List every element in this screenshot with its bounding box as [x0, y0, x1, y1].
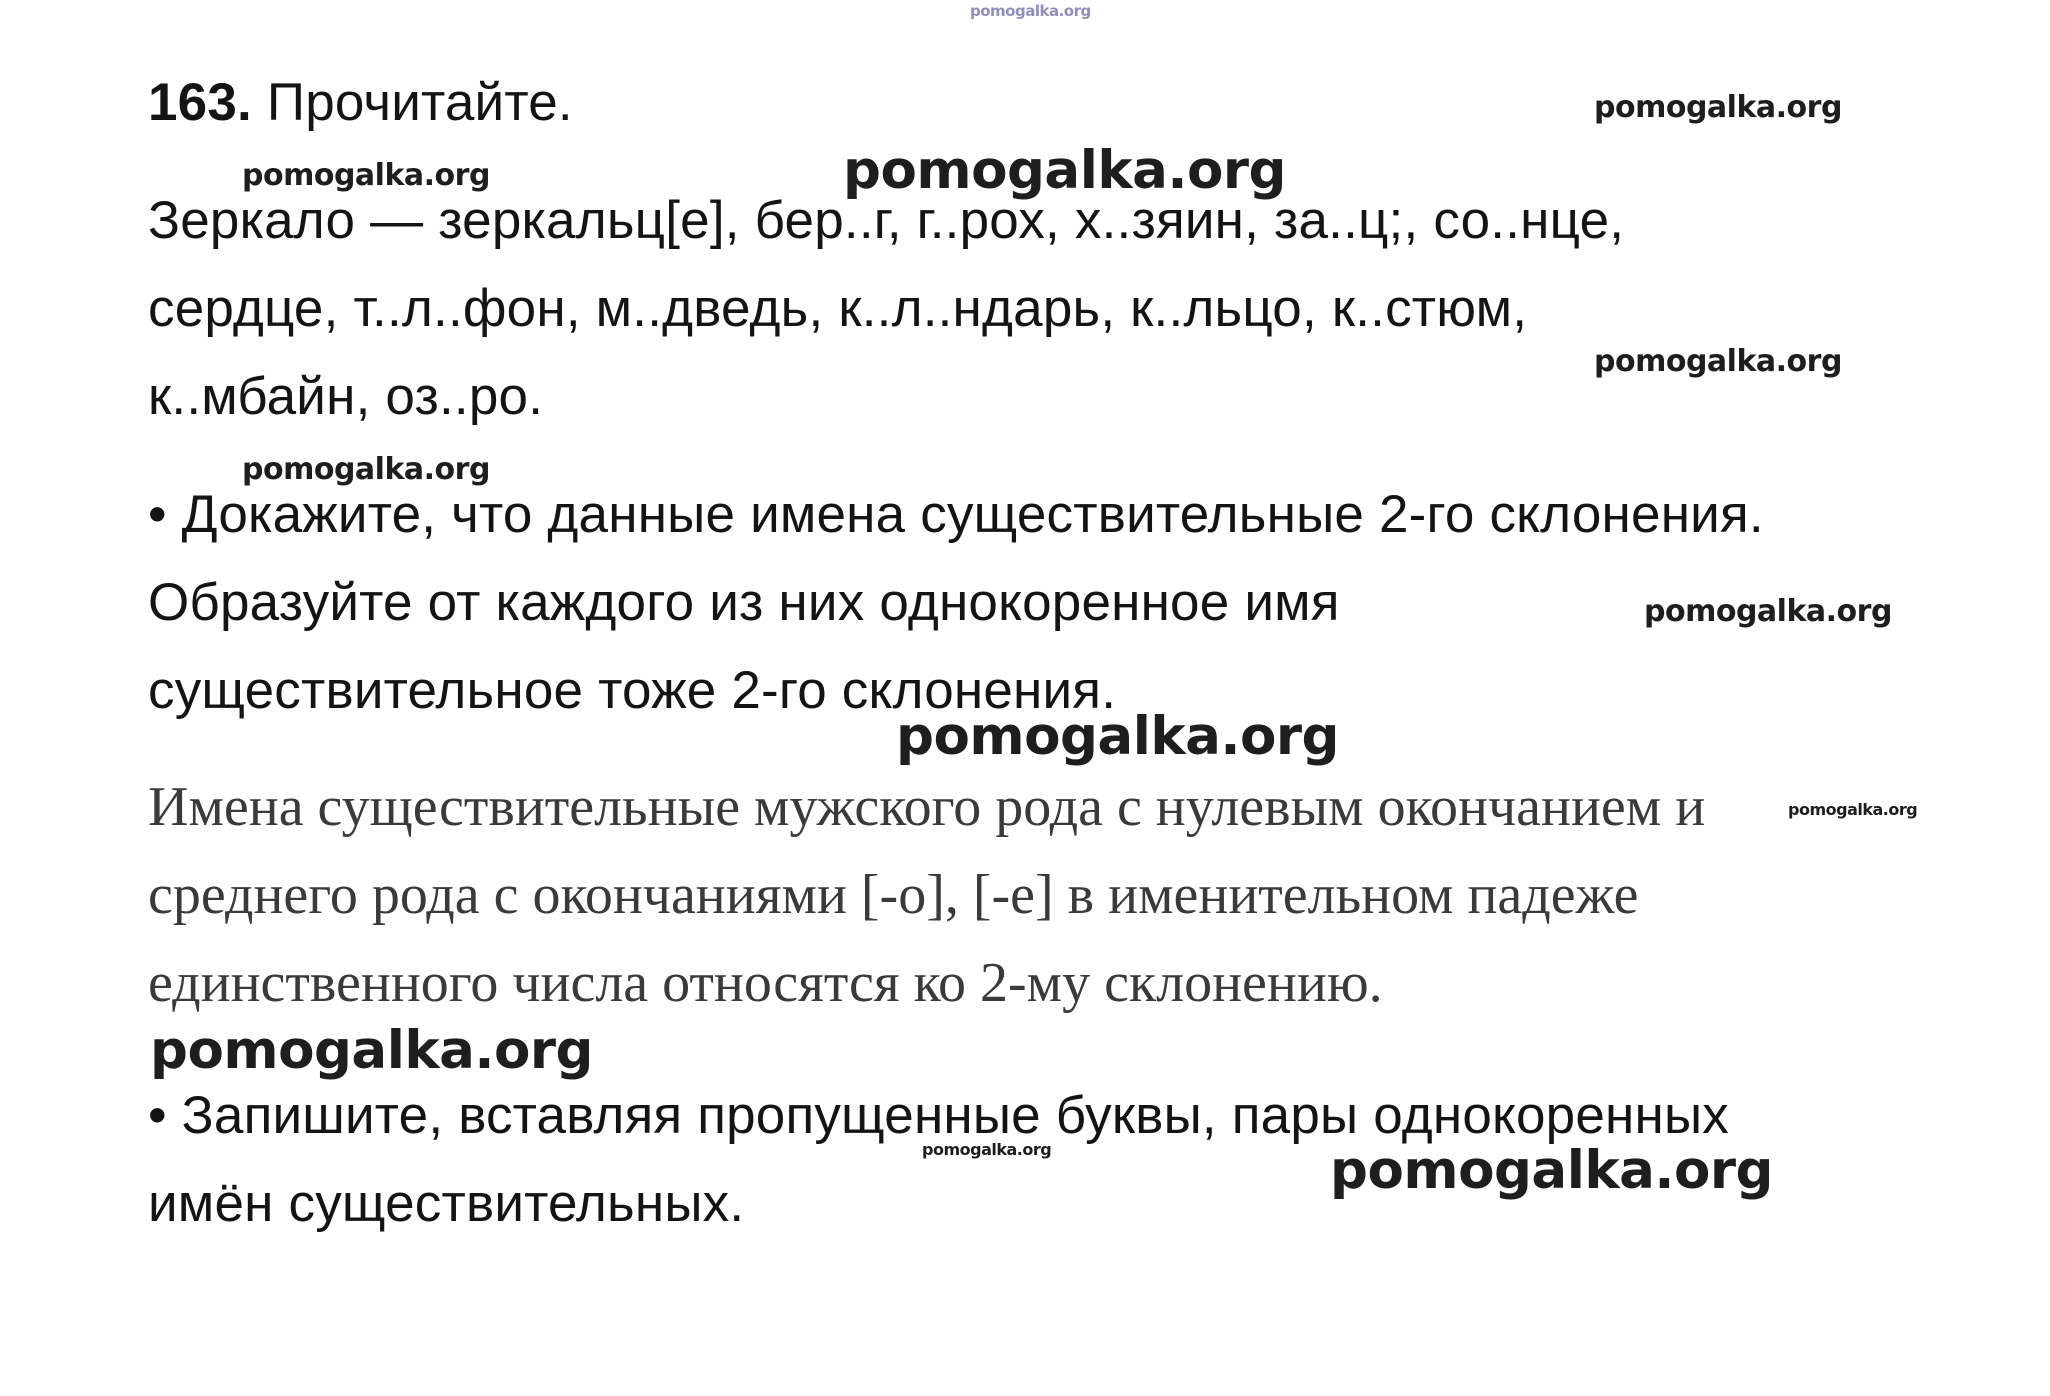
- word-list-line-1: Зеркало — зеркальц[е], бер..г, г..рох, х..зяин, за..ц;, со..нце,: [148, 191, 1625, 250]
- instruction-1-line-2: Образуйте от каждого из них однокоренное имя: [148, 573, 1340, 632]
- task-heading: [148, 72, 573, 133]
- word-list-line-2: сердце, т..л..фон, м..дведь, к..л..ндарь, к..льцо, к..стюм,: [148, 279, 1528, 338]
- task-title: Прочитайте.: [266, 73, 573, 132]
- watermark: pomogalka.org: [1788, 800, 1918, 819]
- watermark: pomogalka.org: [922, 1140, 1052, 1159]
- instruction-1-line-1: • Докажите, что данные имена существительные 2-го склонения.: [148, 485, 1764, 544]
- watermark: pomogalka.org: [1594, 344, 1842, 379]
- watermark: pomogalka.org: [150, 1020, 593, 1081]
- task-number: 163.: [148, 73, 252, 132]
- watermark: pomogalka.org: [843, 140, 1286, 201]
- watermark: pomogalka.org: [1594, 90, 1842, 125]
- answer-line-2: среднего рода с окончаниями [-о], [-е] в именительном падеже: [148, 864, 1639, 926]
- watermark: pomogalka.org: [1330, 1140, 1773, 1201]
- watermark: pomogalka.org: [242, 158, 490, 193]
- watermark-top: pomogalka.org: [970, 2, 1091, 20]
- instruction-2-line-1: • Запишите, вставляя пропущенные буквы, пары однокоренных: [148, 1086, 1729, 1145]
- answer-line-3: единственного числа относятся ко 2-му склонению.: [148, 952, 1383, 1014]
- instruction-1-line-3: существительное тоже 2-го склонения.: [148, 661, 1117, 720]
- watermark: pomogalka.org: [896, 706, 1339, 767]
- instruction-2-line-2: имён существительных.: [148, 1174, 745, 1233]
- watermark: pomogalka.org: [1644, 594, 1892, 629]
- word-list-line-3: к..мбайн, оз..ро.: [148, 367, 544, 426]
- watermark: pomogalka.org: [242, 452, 490, 487]
- answer-line-1: Имена существительные мужского рода с нулевым окончанием и: [148, 776, 1706, 838]
